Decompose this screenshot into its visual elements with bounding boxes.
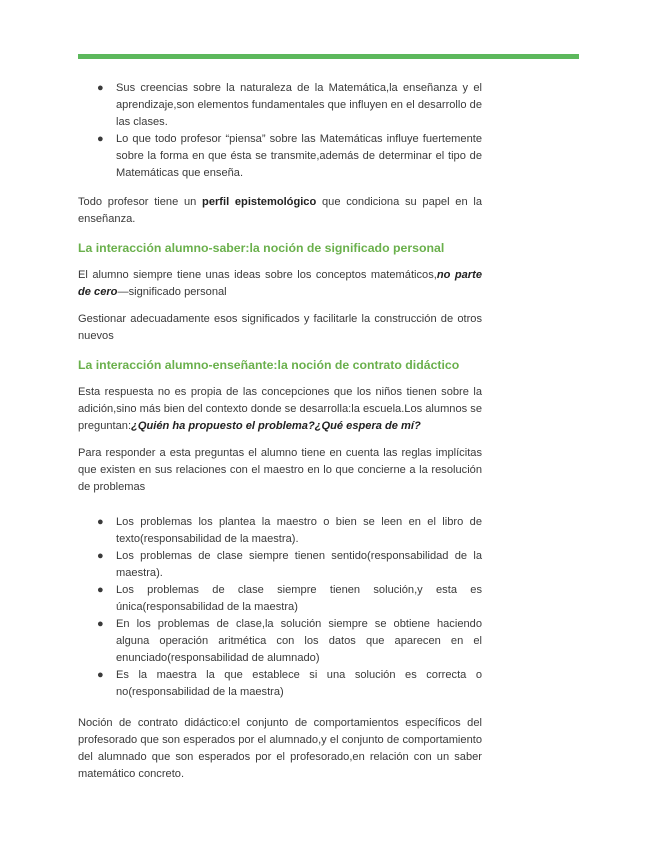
list-item-text: Los problemas de clase siempre tienen solución,y esta es única(responsabilidad de la maestra) (116, 584, 482, 613)
list-item-text: Los problemas de clase siempre tienen sentido(responsabilidad de la maestra). (116, 550, 482, 579)
text-run: —significado personal (117, 286, 227, 298)
bullet-icon: ● (97, 584, 104, 596)
list-item (78, 514, 482, 548)
paragraph-perfil (78, 194, 482, 228)
bold-term: perfil epistemológico (202, 196, 317, 208)
section-heading-alumno-saber: La interacción alumno-saber:la noción de significado personal (78, 241, 445, 255)
bold-italic-question: ¿Quién ha propuesto el problema?¿Qué espera de mí? (131, 420, 421, 432)
text-run: El alumno siempre tiene unas ideas sobre los conceptos matemáticos, (78, 269, 437, 281)
list-item-text: Es la maestra la que establece si una solución es correcta o no(responsabilidad de la maestra) (116, 669, 482, 698)
bullet-icon: ● (97, 82, 104, 94)
bullet-icon: ● (97, 669, 104, 681)
paragraph-responder: Para responder a esta preguntas el alumno tiene en cuenta las reglas implícitas que existen en sus relaciones con el maestro en lo que concierne a la resolución de problemas (78, 447, 482, 493)
list-item-text: Los problemas los plantea la maestro o bien se leen en el libro de texto(responsabilidad de la maestra). (116, 516, 482, 545)
paragraph-respuesta (78, 384, 482, 435)
bullet-icon: ● (97, 618, 104, 630)
list-item (78, 131, 482, 182)
list-item-text: En los problemas de clase,la solución siempre se obtiene haciendo alguna operación aritmética con los datos que aparecen en el enunciado(responsabilidad de alumnado) (116, 618, 482, 664)
bullet-icon: ● (97, 133, 104, 145)
bullet-icon: ● (97, 550, 104, 562)
paragraph-alumno (78, 267, 482, 301)
list-item-text: Sus creencias sobre la naturaleza de la Matemática,la enseñanza y el aprendizaje,son elementos fundamentales que influyen en el desarrollo de las clases. (116, 82, 482, 128)
list-item-text: Lo que todo profesor “piensa” sobre las Matemáticas influye fuertemente sobre la forma en que ésta se transmite,además de determinar el tipo de Matemáticas que enseña. (116, 133, 482, 179)
text-run: Esta respuesta no es propia de las concepciones que los niños tienen sobre la adición,sino más bien del contexto donde se desarrolla:la escuela.Los alumnos se preguntan: (78, 386, 482, 432)
paragraph-gestionar: Gestionar adecuadamente esos significados y facilitarle la construcción de otros nuevos (78, 313, 482, 342)
document-body (78, 80, 482, 783)
top-accent-rule (78, 54, 579, 59)
rules-list (78, 514, 482, 701)
list-item (78, 667, 482, 701)
bold-italic-term: no parte de cero (78, 269, 482, 298)
list-item (78, 616, 482, 667)
text-run: Todo profesor tiene un (78, 196, 203, 208)
list-item (78, 582, 482, 616)
section-heading-alumno-ensenante: La interacción alumno-enseñante:la noción de contrato didáctico (78, 358, 460, 372)
beliefs-list (78, 80, 482, 182)
bullet-icon: ● (97, 516, 104, 528)
text-run: que condiciona su papel en la enseñanza. (78, 196, 482, 225)
paragraph-nocion-contrato: Noción de contrato didáctico:el conjunto de comportamientos específicos del profesorado que son esperados por el alumnado,y el conjunto de comportamiento del alumnado que son esperados por el profesorado,en relación con un saber matemático concreto. (78, 717, 482, 780)
list-item (78, 548, 482, 582)
list-item (78, 80, 482, 131)
